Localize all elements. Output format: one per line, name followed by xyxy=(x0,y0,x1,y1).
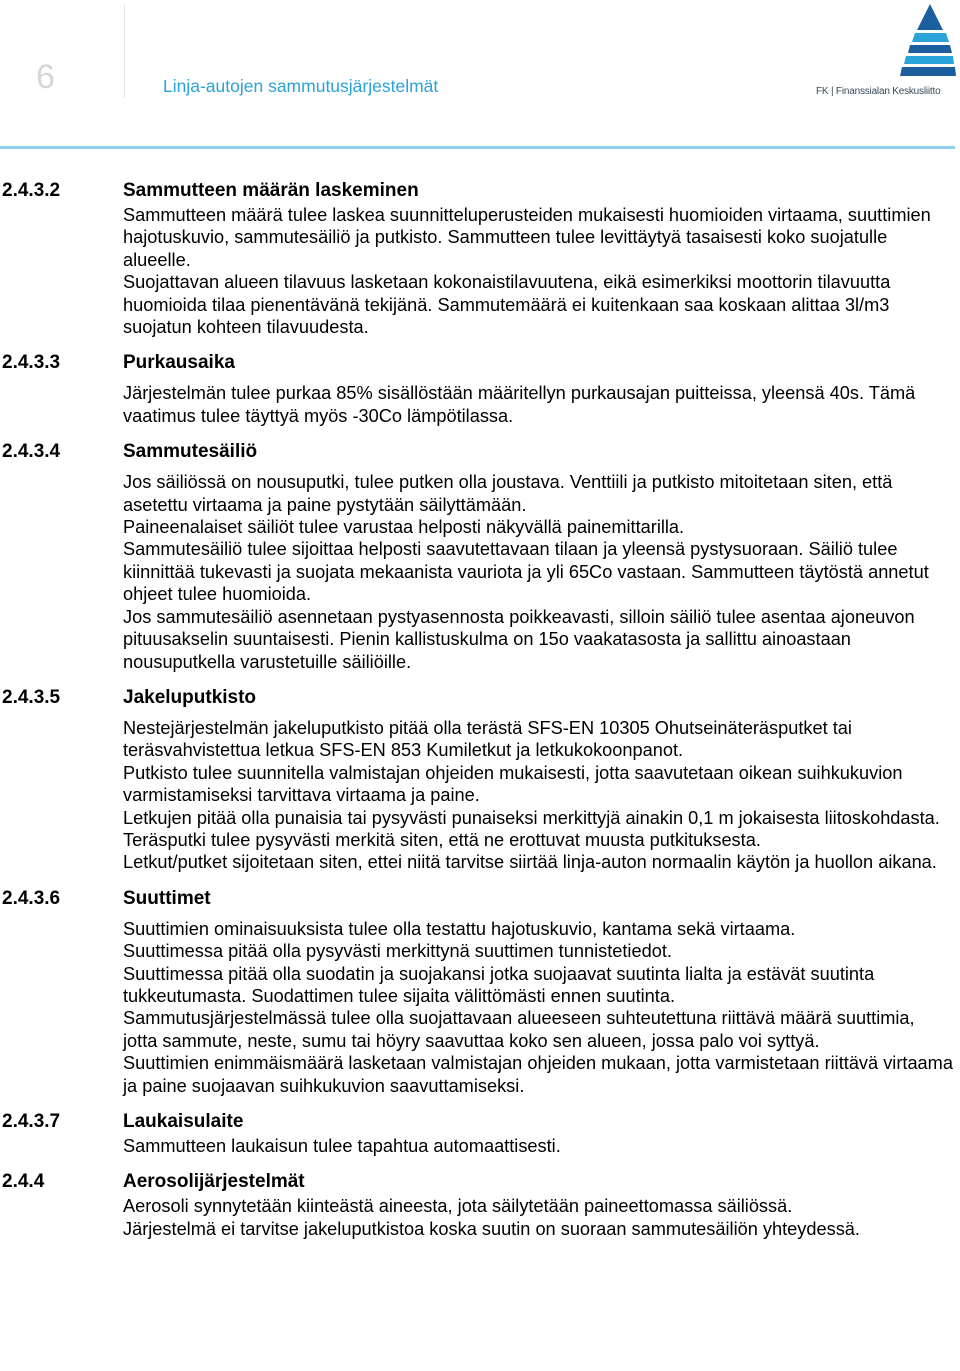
paragraph: Sammutteen määrä tulee laskea suunnitteluperusteiden mukaisesti huomioiden virtaama, suuttimien hajotuskuvio, sammutesäiliö ja putkisto. Sammutteen tulee levittäytyä tasaisesti koko suojatulle alueelle. xyxy=(123,205,931,270)
section-heading xyxy=(0,685,960,711)
section-number: 2.4.4 xyxy=(2,1171,45,1193)
section-heading xyxy=(0,886,960,912)
paragraph: Suuttimessa pitää olla suodatin ja suojakansi jotka suojaavat suutinta lialta ja estävät suutinta tukkeutumasta. Suodattimen tulee sijaita välittömästi ennen suutinta. xyxy=(123,963,875,1006)
fk-logo-icon xyxy=(812,2,958,84)
paragraph: Järjestelmän tulee purkaa 85% sisällöstään määritellyn purkausajan puitteissa, yleensä 40s. Tämä vaatimus tulee täyttyä myös -30Co lämpötilassa. xyxy=(123,383,916,426)
document-title: Linja-autojen sammutusjärjestelmät xyxy=(163,76,439,96)
section-heading xyxy=(0,350,960,376)
section-number: 2.4.3.4 xyxy=(2,441,61,463)
page-number: 6 xyxy=(36,58,55,96)
section-title: Sammutteen määrän laskeminen xyxy=(123,180,419,201)
section xyxy=(0,178,960,338)
section-body xyxy=(123,918,953,1097)
section-heading xyxy=(0,439,960,465)
paragraph: Letkujen pitää olla punaisia tai pysyvästi punaiseksi merkittyjä ainakin 0,1 m jokaisesta liitoskohdasta. Teräsputki tulee pysyvästi merkitä siten, että ne erottuvat muusta putkituksesta. xyxy=(123,807,940,850)
paragraph: Sammutusjärjestelmässä tulee olla suojattavaan alueeseen suhteutettuna riittävä määrä suuttimia, jotta sammute, neste, sumu tai höyry saavuttaa koko sen alueen, jossa palo voi syttyä. xyxy=(123,1008,915,1051)
paragraph: Aerosoli synnytetään kiinteästä aineesta, jota säilytetään paineettomassa säiliössä. xyxy=(123,1196,793,1217)
document-body xyxy=(0,178,960,1252)
section xyxy=(0,685,960,874)
section-body xyxy=(123,471,953,673)
section-title: Sammutesäiliö xyxy=(123,441,258,463)
section-body xyxy=(123,717,953,874)
header-divider xyxy=(124,4,125,98)
section xyxy=(0,1109,960,1157)
section-title: Jakeluputkisto xyxy=(123,686,257,708)
section xyxy=(0,1169,960,1240)
section-title: Purkausaika xyxy=(123,352,235,374)
section-number: 2.4.3.2 xyxy=(2,180,61,201)
section-body xyxy=(123,1135,953,1157)
header-rule xyxy=(0,146,955,149)
paragraph: Suuttimessa pitää olla pysyvästi merkittynä suuttimen tunnistetiedot. xyxy=(123,941,672,962)
section-number: 2.4.3.6 xyxy=(2,887,61,909)
paragraph: Jos sammutesäiliö asennetaan pystyasennosta poikkeavasti, silloin säiliö tulee asentaa ajoneuvon pituusakselin suuntaisesti. Pienin kallistuskulma on 15o vaakatasosta ja sallittu ainoastaan nousuputkella varustetuille säiliöille. xyxy=(123,606,915,672)
page-header xyxy=(0,0,960,150)
section xyxy=(0,439,960,673)
section-heading xyxy=(0,1169,960,1195)
section-heading xyxy=(0,1109,960,1135)
paragraph: Järjestelmä ei tarvitse jakeluputkistoa koska suutin on suoraan sammutesäiliön yhteydessä. xyxy=(123,1218,860,1239)
section-body xyxy=(123,1195,953,1240)
section xyxy=(0,350,960,427)
section-title: Aerosolijärjestelmät xyxy=(123,1171,305,1193)
section-number: 2.4.3.5 xyxy=(2,686,61,708)
paragraph: Nestejärjestelmän jakeluputkisto pitää olla terästä SFS-EN 10305 Ohutseinäteräsputket tai teräsvahvistettua letkua SFS-EN 853 Kumiletkut ja letkukokoonpanot. xyxy=(123,717,852,761)
section-number: 2.4.3.3 xyxy=(2,352,61,374)
paragraph: Sammutteen laukaisun tulee tapahtua automaattisesti. xyxy=(123,1136,561,1156)
paragraph: Suuttimien enimmäismäärä lasketaan valmistajan ohjeiden mukaan, jotta varmistetaan riittävä virtaama ja paine suojaavan suihkukuvion saavuttamiseksi. xyxy=(123,1053,953,1096)
paragraph: Putkisto tulee suunnitella valmistajan ohjeiden mukaisesti, jotta saavutetaan oikean suihkukuvion varmistamiseksi tarvittava virtaama ja paine. xyxy=(123,762,903,806)
fk-logo xyxy=(812,2,958,102)
paragraph: Sammutesäiliö tulee sijoittaa helposti saavutettavaan tilaan ja yleensä pystysuoraan. Säiliö tulee kiinnittää tukevasti ja suojata mekaanista vauriota ja yli 65Co vastaan. Sammutteen täytöstä annetut ohjeet tulee huomioida. xyxy=(123,539,929,605)
section-heading xyxy=(0,178,960,204)
section-number: 2.4.3.7 xyxy=(2,1111,61,1132)
section xyxy=(0,886,960,1097)
section-body xyxy=(123,204,953,338)
section-title: Laukaisulaite xyxy=(123,1111,244,1132)
paragraph: Jos säiliössä on nousuputki, tulee putken olla joustava. Venttiili ja putkisto mitoitetaan siten, että asetettu virtaama ja paine pystytään säilyttämään. xyxy=(123,472,893,515)
logo-text: FK | Finanssialan Keskusliitto xyxy=(816,86,941,97)
section-title: Suuttimet xyxy=(123,887,211,909)
paragraph: Suuttimien ominaisuuksista tulee olla testattu hajotuskuvio, kantama sekä virtaama. xyxy=(123,918,796,939)
section-body xyxy=(123,382,953,427)
paragraph: Suojattavan alueen tilavuus lasketaan kokonaistilavuutena, eikä esimerkiksi moottorin tilavuutta huomioida tilaa pienentävänä tekijänä. Sammutemäärä ei kuitenkaan saa koskaan alittaa 3l/m3 suojatun kohteen tilavuudesta. xyxy=(123,272,891,338)
paragraph: Letkut/putket sijoitetaan siten, ettei niitä tarvitse siirtää linja-auton normaalin käytön ja huollon aikana. xyxy=(123,852,937,873)
paragraph: Paineenalaiset säiliöt tulee varustaa helposti näkyvällä painemittarilla. xyxy=(123,517,685,538)
